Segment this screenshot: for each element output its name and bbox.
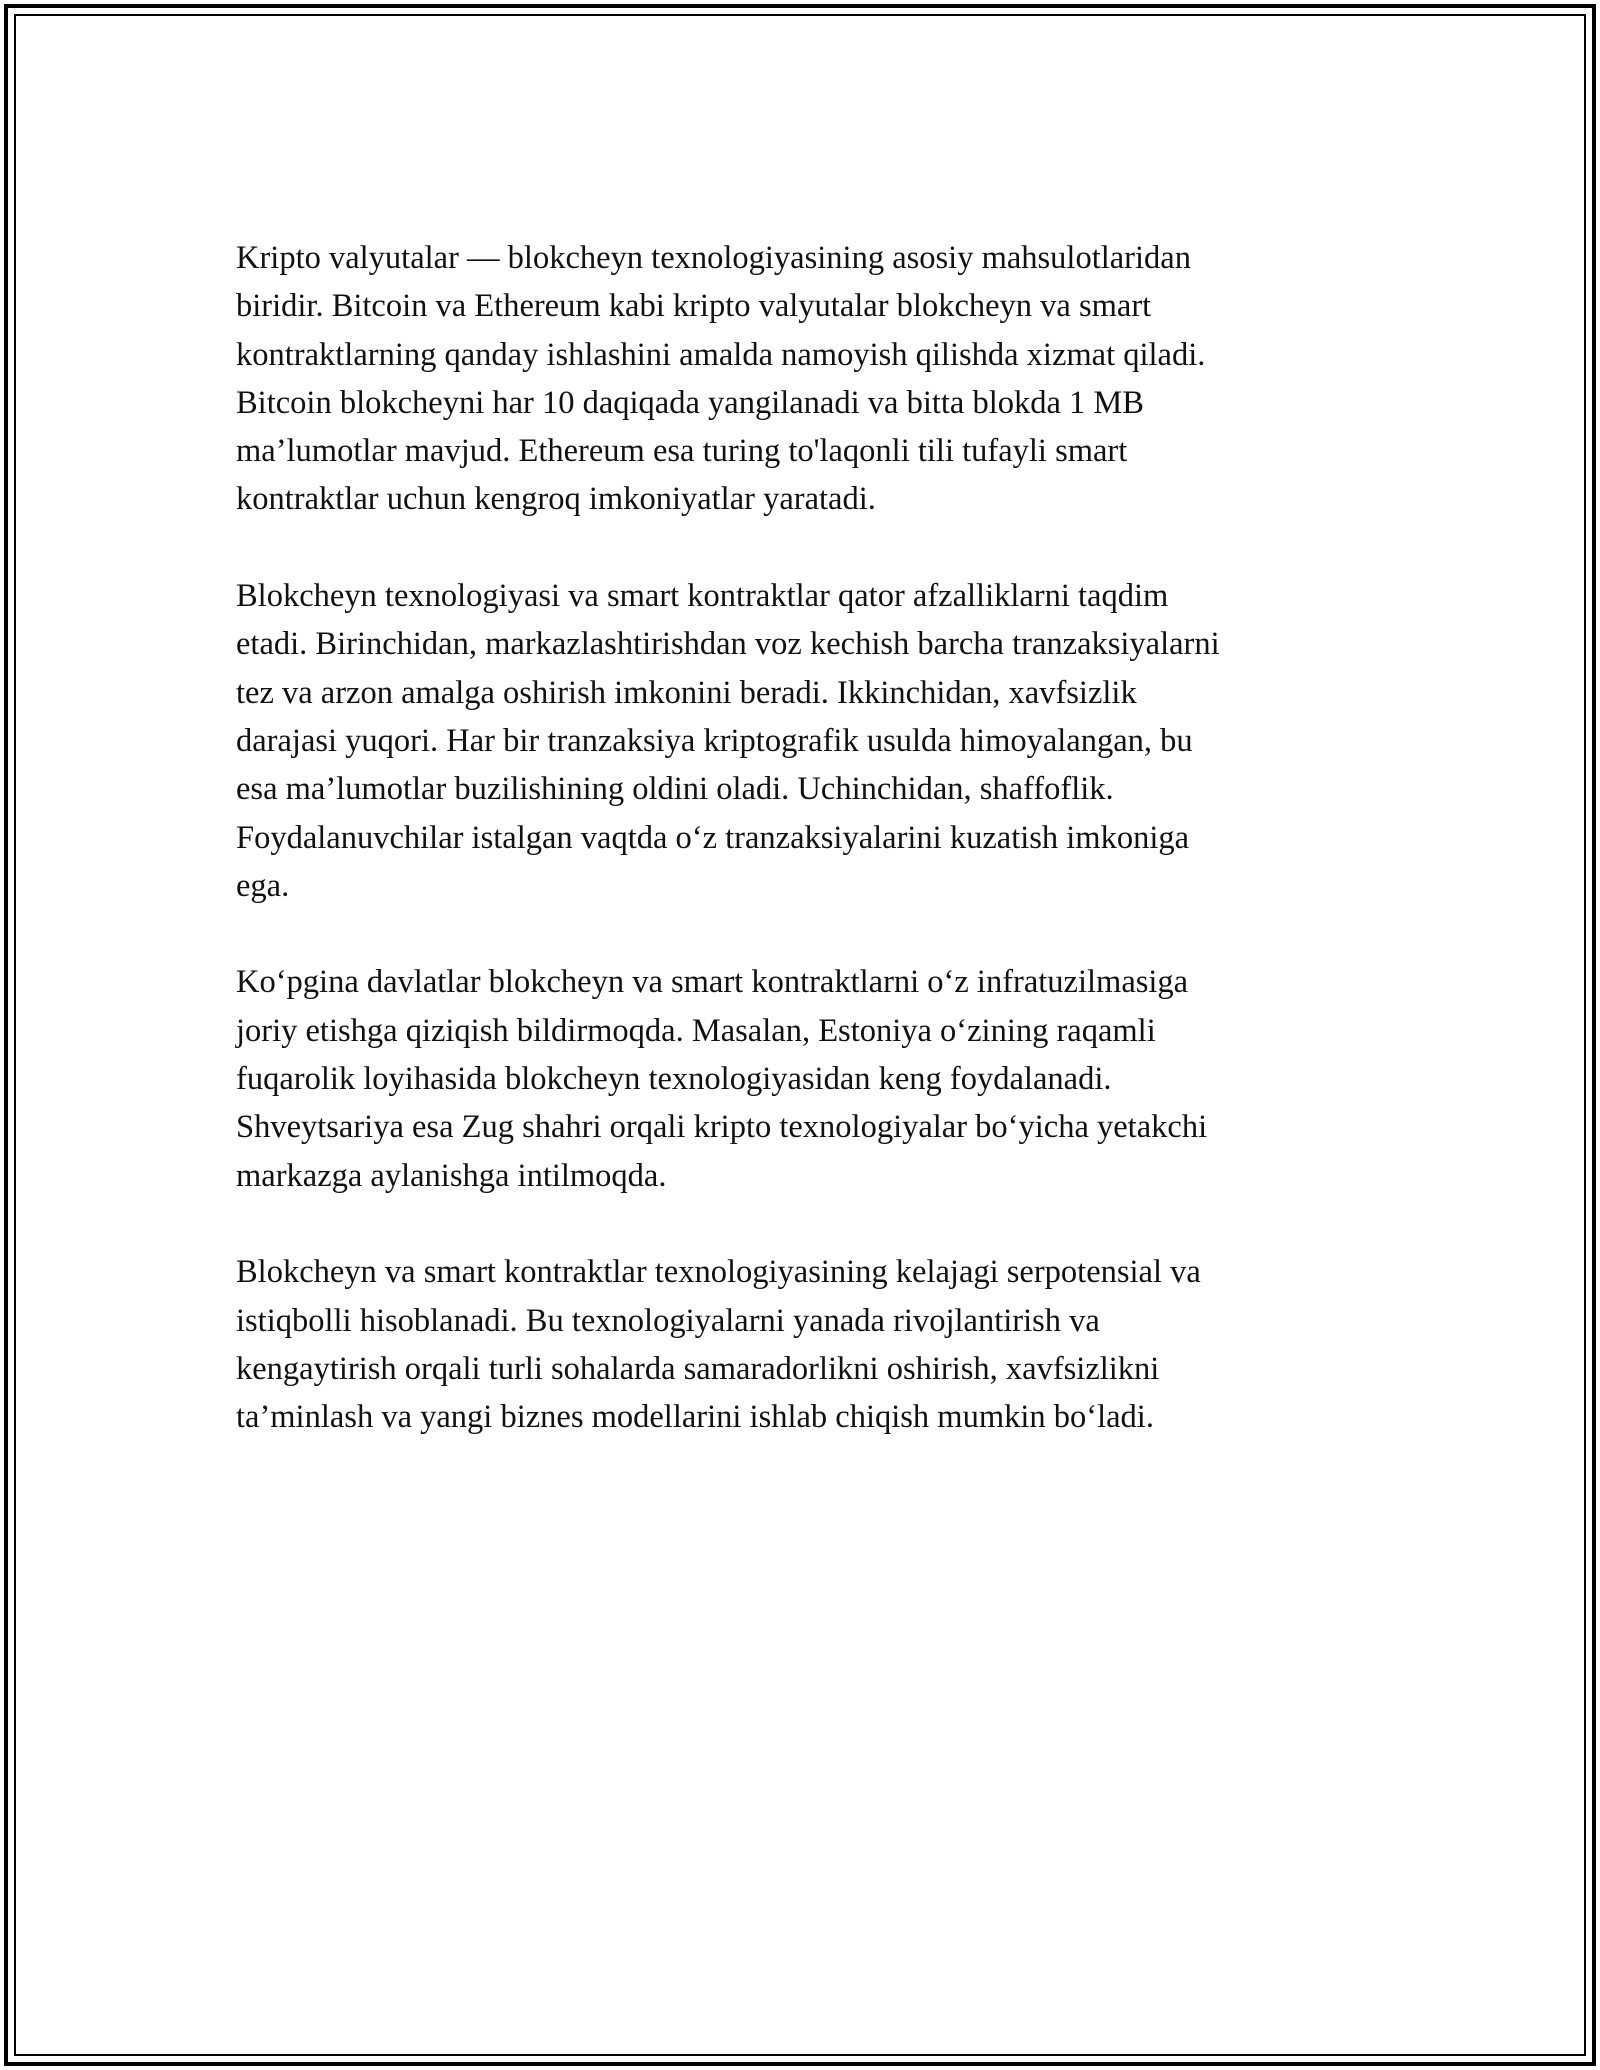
text-line: ta’minlash va yangi biznes modellarini ishlab chiqish mumkin bo‘ladi.: [236, 1399, 1154, 1436]
text-line: esa ma’lumotlar buzilishining oldini oladi. Uchinchidan, shaffoflik.: [236, 771, 1114, 808]
text-line: joriy etishga qiziqish bildirmoqda. Masalan, Estoniya o‘zining raqamli: [236, 1012, 1156, 1049]
text-line: markazga aylanishga intilmoqda.: [236, 1157, 667, 1194]
text-line: etadi. Birinchidan, markazlashtirishdan voz kechish barcha tranzaksiyalarni: [236, 626, 1220, 663]
text-line: Blokcheyn texnologiyasi va smart kontraktlar qator afzalliklarni taqdim: [236, 578, 1169, 615]
document-body: [236, 234, 1356, 1490]
text-line: Ko‘pgina davlatlar blokcheyn va smart kontraktlarni o‘z infratuzilmasiga: [236, 964, 1189, 1001]
paragraph-1: [236, 234, 1356, 524]
text-line: ega.: [236, 867, 290, 904]
text-line: kontraktlar uchun kengroq imkoniyatlar yaratadi.: [236, 481, 876, 518]
text-line: tez va arzon amalga oshirish imkonini beradi. Ikkinchidan, xavfsizlik: [236, 674, 1137, 711]
text-line: Bitcoin blokcheyni har 10 daqiqada yangilanadi va bitta blokda 1 MB: [236, 384, 1144, 421]
text-line: Kripto valyutalar — blokcheyn texnologiyasining asosiy mahsulotlaridan: [236, 240, 1191, 276]
text-line: fuqarolik loyihasida blokcheyn texnologiyasidan keng foydalanadi.: [236, 1061, 1112, 1098]
text-line: darajasi yuqori. Har bir tranzaksiya kriptografik usulda himoyalangan, bu: [236, 722, 1193, 759]
text-line: Shveytsariya esa Zug shahri orqali kripto texnologiyalar bo‘yicha yetakchi: [236, 1109, 1208, 1146]
text-line: istiqbolli hisoblanadi. Bu texnologiyalarni yanada rivojlantirish va: [236, 1302, 1100, 1339]
text-line: ma’lumotlar mavjud. Ethereum esa turing to'laqonli tili tufayli smart: [236, 433, 1128, 470]
text-line: kontraktlarning qanday ishlashini amalda namoyish qilishda xizmat qiladi.: [236, 336, 1206, 373]
paragraph-2: [236, 572, 1356, 910]
text-line: biridir. Bitcoin va Ethereum kabi kripto valyutalar blokcheyn va smart: [236, 288, 1152, 325]
text-line: Blokcheyn va smart kontraktlar texnologiyasining kelajagi serpotensial va: [236, 1254, 1201, 1291]
text-line: kengaytirish orqali turli sohalarda samaradorlikni oshirish, xavfsizlikni: [236, 1350, 1160, 1387]
paragraph-4: [236, 1248, 1356, 1441]
paragraph-3: [236, 958, 1356, 1199]
text-line: Foydalanuvchilar istalgan vaqtda o‘z tranzaksiyalarini kuzatish imkoniga: [236, 819, 1190, 856]
